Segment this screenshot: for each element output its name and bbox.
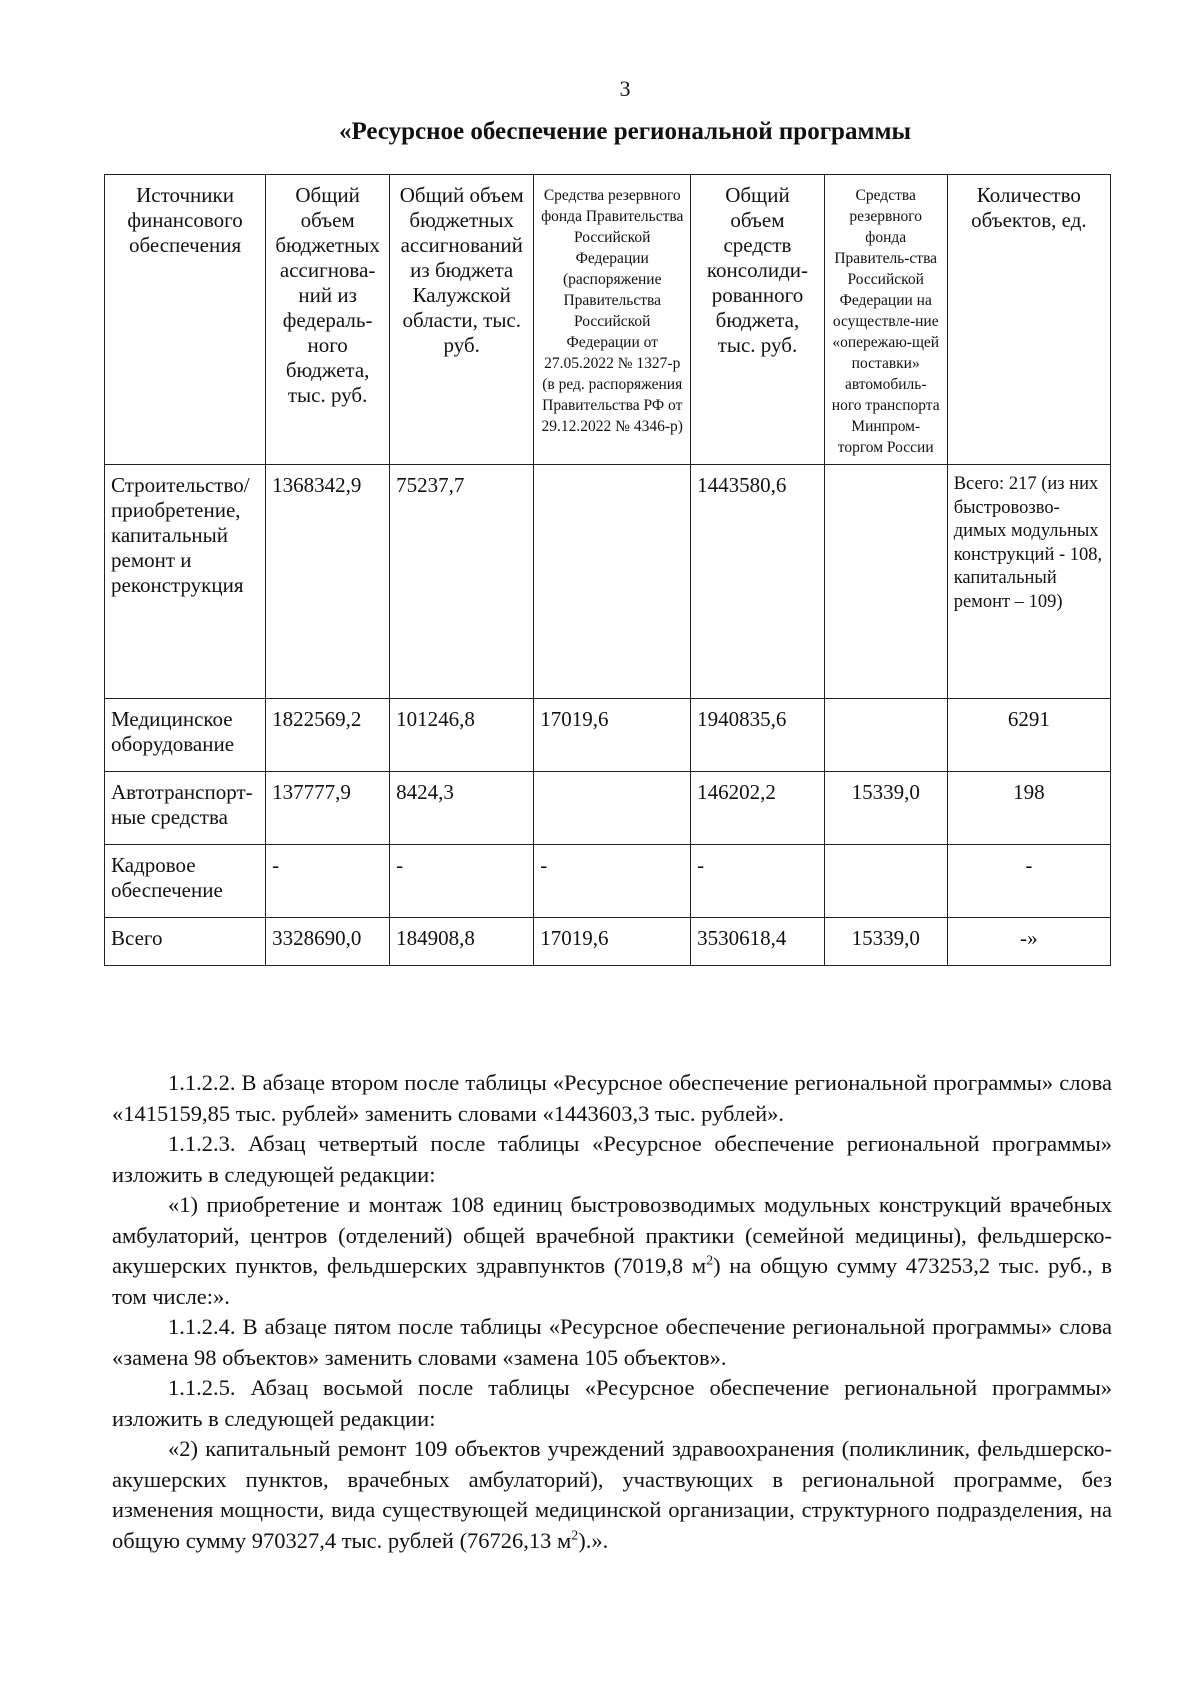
cell-value: 3328690,0: [266, 918, 390, 966]
header-regional: Общий объем бюджетных ассигнований из бюджета Калужской области, тыс. руб.: [390, 175, 534, 465]
cell-value: 3530618,4: [691, 918, 825, 966]
cell-value: [824, 465, 947, 699]
cell-value: -: [534, 845, 691, 918]
cell-value: 1822569,2: [266, 699, 390, 772]
cell-value: [824, 699, 947, 772]
cell-source: Кадровое обеспечение: [105, 845, 266, 918]
paragraph-1-1-2-2: 1.1.2.2. В абзаце втором после таблицы «Ресурсное обеспечение региональной программы» слова «1415159,85 тыс. рублей» заменить словами «1443603,3 тыс. рублей».: [112, 1070, 1112, 1126]
cell-value: 15339,0: [824, 918, 947, 966]
resource-table: [104, 174, 1111, 966]
cell-value: 1443580,6: [691, 465, 825, 699]
superscript: 2: [571, 1528, 579, 1543]
cell-value: -: [266, 845, 390, 918]
paragraph-quote-1-tail: ) на общую сумму 473253,2 тыс. руб., в том числе:».: [112, 1253, 1113, 1309]
paragraph-quote-2: [112, 1434, 1112, 1556]
cell-objects-count: 198: [947, 772, 1110, 845]
cell-value: 184908,8: [390, 918, 534, 966]
cell-objects-count: -: [947, 845, 1110, 918]
header-federal: Общий объем бюджетных ассигнова-ний из федераль-ного бюджета, тыс. руб.: [266, 175, 390, 465]
cell-value: 15339,0: [824, 772, 947, 845]
cell-objects-count: Всего: 217 (из них быстровозво-димых модульных конструкций - 108, капитальный ремонт – 109): [947, 465, 1110, 699]
page-number: 3: [619, 76, 631, 101]
table-row: [105, 845, 1111, 918]
cell-source: Всего: [105, 918, 266, 966]
cell-source: Строительство/ приобретение, капитальный ремонт и реконструкция: [105, 465, 266, 699]
cell-value: 101246,8: [390, 699, 534, 772]
paragraph-quote-1-text: «1) приобретение и монтаж 108 единиц быстровозводимых модульных конструкций врачебных амбулаторий, центров (отделений) общей врачебной практики (семейной медицины), фельдшерско-акушерских пунктов, фельдшерских здравпунктов (7019,8 м: [112, 1192, 1112, 1278]
header-sources: Источники финансового обеспечения: [105, 175, 266, 465]
page-title: «Ресурсное обеспечение региональной программы: [338, 118, 912, 145]
header-reserve-fund: Средства резервного фонда Правительства Российской Федерации (распоряжение Правительства Российской Федерации от 27.05.2022 № 1327-р (в ред. распоряжения Правительства РФ от 29.12.2022 № 4346-р): [534, 175, 691, 465]
paragraph-quote-2-tail: ).».: [578, 1527, 609, 1553]
cell-value: 137777,9: [266, 772, 390, 845]
body-text: [112, 1068, 1112, 1556]
table-row: [105, 918, 1111, 966]
table-row: [105, 772, 1111, 845]
cell-objects-count: 6291: [947, 699, 1110, 772]
header-objects-count: Количество объектов, ед.: [947, 175, 1110, 465]
header-consolidated: Общий объем средств консолиди-рованного бюджета, тыс. руб.: [691, 175, 825, 465]
cell-value: [824, 845, 947, 918]
paragraph-1-1-2-5: 1.1.2.5. Абзац восьмой после таблицы «Ресурсное обеспечение региональной программы» изложить в следующей редакции:: [112, 1375, 1112, 1431]
header-reserve-transport: Средства резервного фонда Правитель-ства Российской Федерации на осуществле-ние «опережаю-щей поставки» автомобиль-ного транспорта Минпром-торгом России: [824, 175, 947, 465]
table-row: [105, 699, 1111, 772]
cell-value: 1940835,6: [691, 699, 825, 772]
cell-value: 75237,7: [390, 465, 534, 699]
cell-value: -: [691, 845, 825, 918]
cell-value: 8424,3: [390, 772, 534, 845]
cell-value: 17019,6: [534, 699, 691, 772]
cell-objects-count: -»: [947, 918, 1110, 966]
superscript: 2: [706, 1253, 714, 1269]
paragraph-quote-2-text: «2) капитальный ремонт 109 объектов учреждений здравоохранения (поликлиник, фельдшерско-акушерских пунктов, врачебных амбулаторий), участвующих в региональной программе, без изменения мощности, вида существующей медицинской организации, структурного подразделения, на общую сумму 970327,4 тыс. рублей (76726,13 м: [112, 1436, 1112, 1553]
cell-value: 17019,6: [534, 918, 691, 966]
paragraph-1-1-2-4: 1.1.2.4. В абзаце пятом после таблицы «Ресурсное обеспечение региональной программы» слова «замена 98 объектов» заменить словами «замена 105 объектов».: [112, 1314, 1112, 1370]
cell-value: -: [390, 845, 534, 918]
cell-value: [534, 465, 691, 699]
cell-value: [534, 772, 691, 845]
cell-source: Автотранспорт-ные средства: [105, 772, 266, 845]
cell-value: 1368342,9: [266, 465, 390, 699]
cell-source: Медицинское оборудование: [105, 699, 266, 772]
table-header-row: [105, 175, 1111, 465]
table-row: [105, 465, 1111, 699]
paragraph-1-1-2-3: 1.1.2.3. Абзац четвертый после таблицы «Ресурсное обеспечение региональной программы» изложить в следующей редакции:: [112, 1131, 1112, 1187]
cell-value: 146202,2: [691, 772, 825, 845]
paragraph-quote-1: [112, 1190, 1112, 1312]
